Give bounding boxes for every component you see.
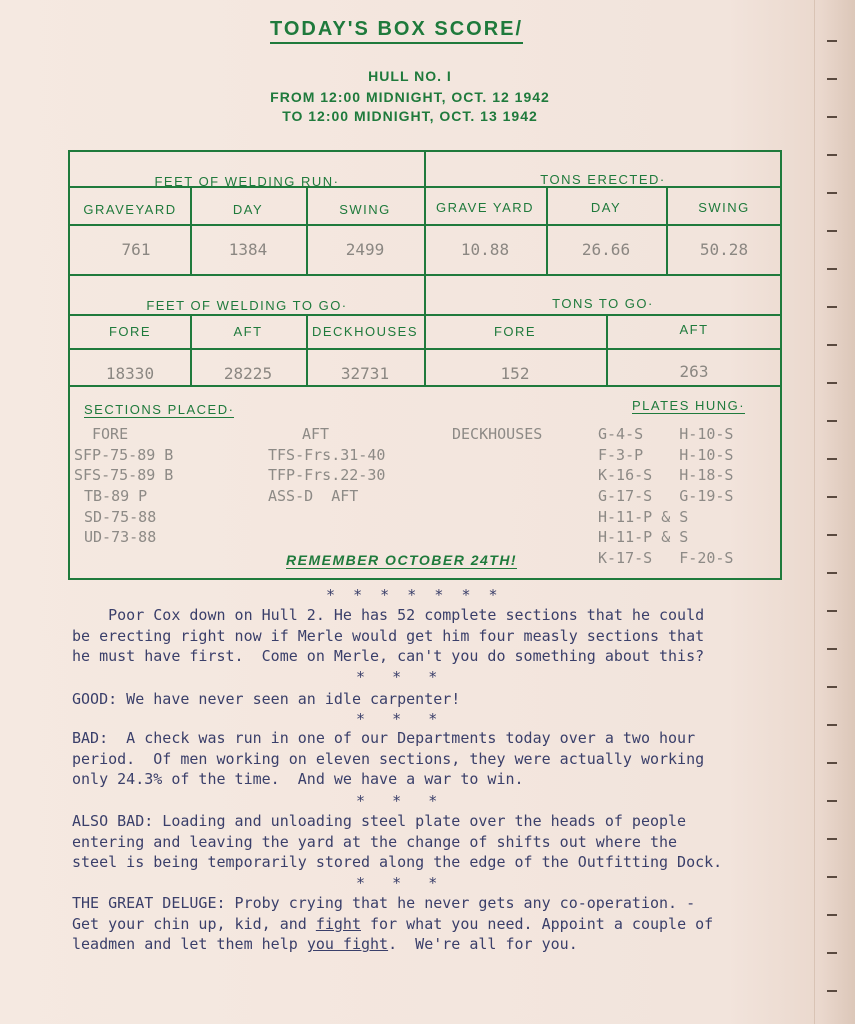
sections-fore-item: TB-89 P xyxy=(84,487,148,505)
binding-stitch xyxy=(827,990,837,992)
remember-banner: REMEMBER OCTOBER 24TH! xyxy=(286,552,518,568)
binding-stitch xyxy=(827,344,837,346)
binding-stitch xyxy=(827,420,837,422)
period-from: FROM 12:00 MIDNIGHT, OCT. 12 1942 xyxy=(270,89,550,105)
paragraph-cox: Poor Cox down on Hull 2. He has 52 complete sections that he could be erecting right now if Merle would get him four measly sections that he must have first. Come on Merle, can't you do something about this? xyxy=(72,606,705,666)
page-title: TODAY'S BOX SCORE/ xyxy=(270,18,523,44)
binding-stitch xyxy=(827,306,837,308)
welding-to-go-col-aft: AFT xyxy=(233,324,263,339)
binding-stitch xyxy=(827,724,837,726)
welding-run-heading: FEET OF WELDING RUN· xyxy=(154,174,340,189)
binding-stitch xyxy=(827,952,837,954)
binding-stitch xyxy=(827,800,837,802)
sections-aft-item: ASS-D AFT xyxy=(268,487,359,505)
star-divider: * * * xyxy=(356,792,438,810)
tons-erected-day: 26.66 xyxy=(581,240,631,259)
binding-stitch xyxy=(827,914,837,916)
welding-to-go-heading: FEET OF WELDING TO GO· xyxy=(146,298,348,313)
tons-erected-swing: 50.28 xyxy=(699,240,749,259)
binding-stitch xyxy=(827,534,837,536)
plates-hung-row: K-17-S F-20-S xyxy=(598,549,734,567)
sections-placed-heading: SECTIONS PLACED· xyxy=(84,402,235,417)
welding-to-go-col-fore: FORE xyxy=(108,324,152,339)
binding-stitch xyxy=(827,686,837,688)
sections-fore-item: SFP-75-89 B xyxy=(74,446,174,464)
binding-stitch xyxy=(827,572,837,574)
binding-stitch xyxy=(827,40,837,42)
binding-stitch xyxy=(827,382,837,384)
star-divider: * * * xyxy=(356,874,438,892)
paragraph-great-deluge: THE GREAT DELUGE: Proby crying that he never gets any co-operation. - Get your chin up, kid, and fight for what you need. Appoint a couple of leadmen and let them help you fight. We're all for you. xyxy=(72,894,714,954)
binding-stitch xyxy=(827,116,837,118)
sections-aft-item: TFS-Frs.31-40 xyxy=(268,446,386,464)
welding-run-swing: 2499 xyxy=(345,240,385,259)
period-to: TO 12:00 MIDNIGHT, OCT. 13 1942 xyxy=(282,108,538,124)
binding-stitch xyxy=(827,458,837,460)
sections-fore-item: SFS-75-89 B xyxy=(74,466,174,484)
sections-aft-title: AFT xyxy=(302,425,330,443)
tons-to-go-heading: TONS TO GO· xyxy=(552,296,654,311)
tons-to-go-aft: 263 xyxy=(679,362,709,381)
plates-hung-row: G-17-S G-19-S xyxy=(598,487,734,505)
welding-run-day: 1384 xyxy=(228,240,268,259)
page-binding-edge xyxy=(814,0,855,1024)
binding-stitch xyxy=(827,876,837,878)
sections-fore-title: FORE xyxy=(92,425,129,443)
binding-stitch xyxy=(827,268,837,270)
binding-stitch xyxy=(827,648,837,650)
welding-to-go-fore: 18330 xyxy=(105,364,155,383)
paragraph-bad: BAD: A check was run in one of our Departments today over a two hour period. Of men working on eleven sections, they were actually working only 24.3% of the time. And we have a war to win. xyxy=(72,729,705,789)
plates-hung-row: K-16-S H-18-S xyxy=(598,466,734,484)
paragraph-good: GOOD: We have never seen an idle carpenter! xyxy=(72,690,461,708)
welding-run-col-swing: SWING xyxy=(339,202,391,217)
binding-stitch xyxy=(827,496,837,498)
plates-hung-row: F-3-P H-10-S xyxy=(598,446,734,464)
welding-to-go-aft: 28225 xyxy=(223,364,273,383)
tons-erected-col-day: DAY xyxy=(590,200,622,215)
star-divider: * * * xyxy=(356,668,438,686)
plates-hung-row: H-11-P & S xyxy=(598,528,689,546)
welding-run-col-day: DAY xyxy=(232,202,264,217)
binding-stitch xyxy=(827,610,837,612)
tons-to-go-col-aft: AFT xyxy=(679,322,709,337)
star-divider: * * * xyxy=(356,710,438,728)
plates-hung-row: G-4-S H-10-S xyxy=(598,425,734,443)
tons-erected-col-swing: SWING xyxy=(698,200,750,215)
box-score-table xyxy=(68,150,782,580)
binding-stitch xyxy=(827,762,837,764)
plates-hung-heading: PLATES HUNG· xyxy=(632,398,746,413)
welding-to-go-col-deckhouses: DECKHOUSES xyxy=(311,324,419,339)
binding-stitch xyxy=(827,230,837,232)
tons-erected-graveyard: 10.88 xyxy=(460,240,510,259)
plates-hung-row: H-11-P & S xyxy=(598,508,689,526)
welding-run-graveyard: 761 xyxy=(121,240,151,259)
tons-erected-col-graveyard: GRAVE YARD xyxy=(435,200,535,215)
star-divider: * * * * * * * xyxy=(326,586,498,604)
sections-deckhouses-title: DECKHOUSES xyxy=(452,425,543,443)
binding-stitch xyxy=(827,192,837,194)
welding-to-go-deckhouses: 32731 xyxy=(340,364,390,383)
tons-erected-heading: TONS ERECTED· xyxy=(540,172,666,187)
paragraph-also-bad: ALSO BAD: Loading and unloading steel plate over the heads of people entering and leaving the yard at the change of shifts out where the steel is being temporarily stored along the edge of the Outfitting Dock. xyxy=(72,812,723,872)
tons-to-go-fore: 152 xyxy=(500,364,530,383)
binding-stitch xyxy=(827,154,837,156)
welding-run-col-graveyard: GRAVEYARD xyxy=(83,202,177,217)
tons-to-go-col-fore: FORE xyxy=(493,324,537,339)
sections-fore-item: SD-75-88 xyxy=(84,508,157,526)
binding-stitch xyxy=(827,78,837,80)
sections-aft-item: TFP-Frs.22-30 xyxy=(268,466,386,484)
hull-number: HULL NO. I xyxy=(368,68,452,84)
binding-stitch xyxy=(827,838,837,840)
sections-fore-item: UD-73-88 xyxy=(84,528,157,546)
